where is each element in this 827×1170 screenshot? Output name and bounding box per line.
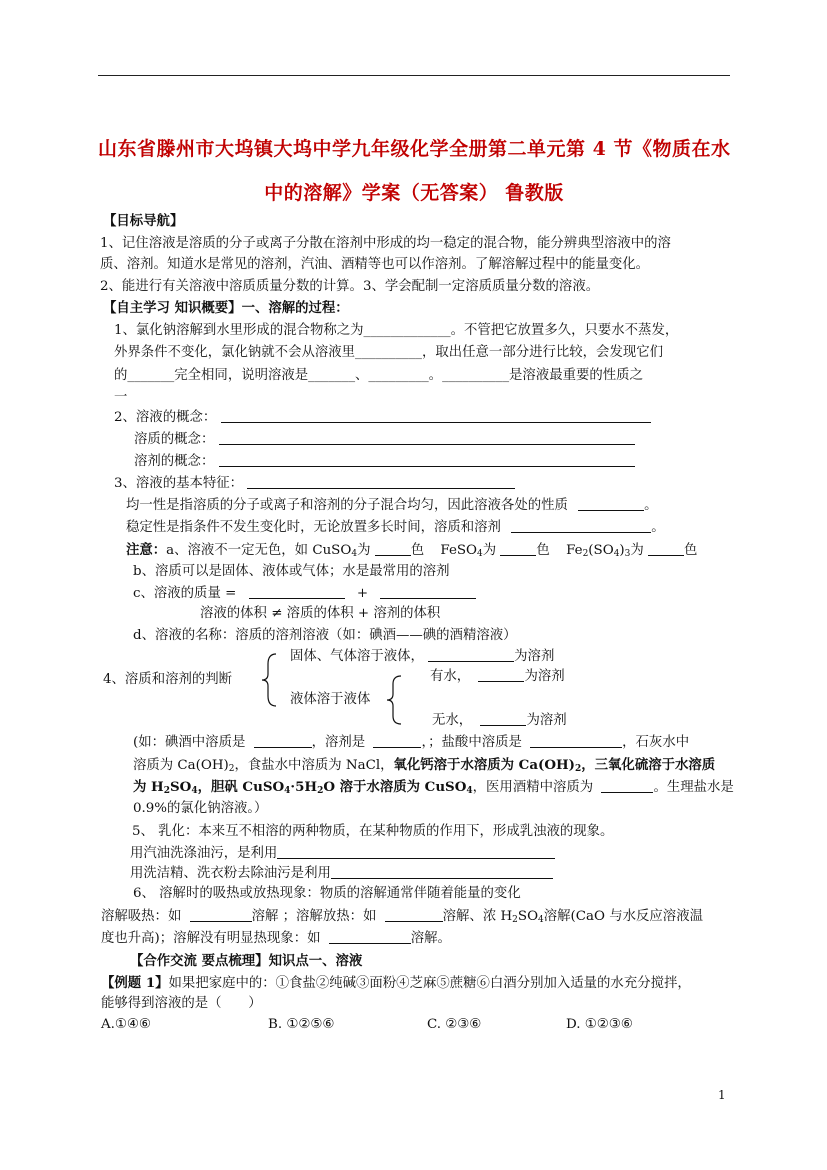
q6-text-a4: SO [517,909,539,924]
note-a-text3: 色 [410,543,425,558]
alcohol-solute-blank [601,778,653,793]
q4-with-water-text: 有水， [430,669,471,684]
note-a-text6: 色 [536,543,550,558]
ex3-text-e: O 溶于水溶质为 CuSO [323,779,467,795]
ex1-text-c: ，；盐酸中溶质是 [421,735,522,750]
ex2-sub1: 2 [228,764,235,774]
note-c-volume: 溶液的体积 ≠ 溶质的体积 + 溶剂的体积 [200,606,441,621]
q6-text-b2: 溶解。 [410,931,451,946]
uniformity-text: 均一性是指溶质的分子或离子和溶剂的分子混合均匀，因此溶液各处的性质 [126,498,568,513]
exothermic-blank [385,907,443,922]
features-blank [247,474,515,489]
feso4-color-blank [500,541,536,556]
option-d: D. ①②③⑥ [566,1017,633,1032]
note-a-text9: ) [619,543,625,558]
q4-solid-gas [290,647,554,667]
ex3-text-d: ·5H [290,779,318,795]
note-a [126,540,697,564]
note-c [133,584,476,604]
option-c: C. ②③⑥ [427,1017,482,1032]
q4-label: 4、溶质和溶剂的判断 [103,672,233,687]
example-line-1 [133,733,689,753]
note-label: 注意： [126,542,167,558]
q6-text-a3: 溶解、浓 H [442,909,513,924]
example1-text: 如果把家庭中的：①食盐②纯碱③面粉④芝麻⑤蔗糖⑥白酒分别加入适量的水充分搅拌， [168,976,691,991]
q6-text-a2: 溶解 ；溶解放热：如 [251,909,377,924]
detergent-principle-blank [331,864,553,879]
q6-sub2: 4 [538,915,544,925]
no-water-blank [480,711,526,726]
example-line-2 [133,755,715,779]
goal-heading: 【目标导航】 [103,213,184,229]
ex1-text-d: ，石灰水中 [622,735,690,750]
gasoline-principle-blank [277,844,555,859]
uniformity-end: 。 [644,498,658,513]
q6-text-a5: 溶解(CaO 与水反应溶液温 [543,909,703,924]
ex2-text-b: ，食盐水中溶质为 NaCl， [234,758,394,773]
stability-text: 稳定性是指条件不发生变化时，无论放置多长时间，溶质和溶剂 [126,520,501,535]
q1-line-d: 一 [114,390,128,405]
ex3-sub4: 2 [317,786,324,796]
note-a-text4: FeSO [440,543,478,558]
note-a-text10: 为 [630,543,644,558]
note-a-sub4: 4 [613,549,620,559]
q4-no-water-text: 无水， [432,713,473,728]
note-d: d、溶液的名称：溶质的溶剂溶液（如：碘酒——碘的酒精溶液） [133,628,517,643]
q5-gasoline [130,844,555,864]
page-number: 1 [718,1088,726,1102]
note-a-text11: 色 [684,543,698,558]
note-a-text1: a、溶液不一定无色，如 CuSO [166,543,352,558]
q4-with-water [430,667,565,687]
note-a-text8: (SO [588,543,614,558]
cooperation-heading: 【合作交流 要点梳理】知识点一、溶液 [130,953,363,969]
note-a-text5: 为 [482,543,497,558]
ex2-text-d: ，三氧化硫溶于水溶质 [581,757,716,773]
q5-gasoline-text: 用汽油洗涤油污，是利用 [130,846,278,861]
q6-sub1: 2 [512,915,518,925]
q6-heat: 6、 溶解时的吸热或放热现象：物质的溶解通常伴随着能量的变化 [133,886,521,901]
ex3-text-f: ，医用酒精中溶质为 [472,780,594,795]
goal-line-2: 2、能进行有关溶液中溶质质量分数的计算。3、学会配制一定溶质质量分数的溶液。 [100,279,600,294]
ex3-sub2: 4 [191,786,198,796]
note-a-text7: Fe [566,543,583,558]
ex3-text-a: 为 H [133,779,164,795]
ex1-text-a: (如：碘酒中溶质是 [133,735,246,750]
q2-solution-label: 2、溶液的概念： [114,410,217,425]
solution-def-blank [221,408,651,423]
header-rule [98,75,730,76]
q5-detergent-text: 用洗洁精、洗衣粉去除油污是利用 [130,866,331,881]
example1-label: 【例题 1】 [101,975,169,991]
note-a-sub5: 3 [624,549,631,559]
q4-liquid: 液体溶于液体 [290,692,371,707]
q4-no-water [432,711,567,731]
q1-line-b: 外界条件不变化，氯化钠就不会从溶液里__________，取出任意一部分进行比较，会发现它们 [114,345,664,360]
q4-solid-gas-end: 为溶剂 [514,649,555,664]
q6-line-b [101,929,451,949]
option-a: A.①④⑥ [101,1017,151,1032]
stability-end: 。 [651,520,665,535]
example1-line-a [101,973,691,994]
q4-solid-gas-text: 固体、气体溶于液体， [290,649,424,664]
example1-line-b: 能够得到溶液的是（ ） [101,996,262,1011]
q6-text-b1: 度也升高)；溶解没有明显热现象：如 [101,931,321,946]
ex1-text-b: ，溶剂是 [311,735,366,750]
note-a-sub2: 4 [477,549,483,559]
goal-line-1a: 1、记住溶液是溶质的分子或离子分散在溶剂中形成的均一稳定的混合物，能分辨典型溶液中的溶 [100,236,671,251]
with-water-blank [478,667,524,682]
solvent-def-blank [219,452,635,467]
cuso4-color-blank [375,541,411,556]
ex2-text-a: 溶质为 Ca(OH) [133,758,229,773]
note-c-text: c、溶液的质量 = [133,586,237,601]
solute-def-blank [219,430,635,445]
q2-solvent-label: 溶剂的概念： [134,454,215,469]
mass-blank-2 [380,584,476,599]
example-line-4: 0.9%的氯化钠溶液。） [133,801,268,816]
note-a-text2: 为 [357,543,371,558]
iodine-solvent-blank [373,733,421,748]
q4-with-water-end: 为溶剂 [524,669,565,684]
note-a-sub3: 2 [582,549,589,559]
q2-solute-def [134,430,635,450]
example-line-3 [133,777,734,801]
ex3-text-g: 。生理盐水是 [653,780,734,795]
ex2-sub2: 2 [575,764,582,774]
q3-label: 3、溶液的基本特征： [114,476,244,491]
q6-text-a1: 溶解吸热：如 [101,909,182,924]
q2-solute-label: 溶质的概念： [134,432,215,447]
ex3-sub5: 4 [466,786,473,796]
fe2so43-color-blank [648,541,684,556]
iodine-solute-blank [254,733,312,748]
ex3-text-b: SO [169,779,192,795]
note-c-plus: + [356,586,369,601]
q2-solvent-def [134,452,635,472]
note-a-sub1: 4 [351,549,358,559]
mass-blank-1 [249,584,345,599]
q3-stability [126,518,665,538]
q5-emulsion: 5、 乳化：本来互不相溶的两种物质，在某种物质的作用下，形成乳浊液的现象。 [132,824,614,839]
goal-line-1b: 质、溶剂。知道水是常见的溶剂，汽油、酒精等也可以作溶剂。了解溶解过程中的能量变化。 [100,257,650,272]
brace-right [385,674,405,726]
ex3-text-c: ，胆矾 CuSO [197,779,285,795]
endothermic-blank [190,907,252,922]
ex2-text-c: 氧化钙溶于水溶质为 Ca(OH) [393,757,575,773]
no-heat-blank [329,929,411,944]
ex3-sub3: 4 [284,786,291,796]
option-b: B. ①②⑤⑥ [268,1017,335,1032]
q4-no-water-end: 为溶剂 [526,713,567,728]
q1-line-c: 的_______完全相同，说明溶液是_______、_________。__________是溶液最重要的性质之 [114,368,643,383]
self-study-heading: 【自主学习 知识概要】一、溶解的过程： [103,300,349,316]
brace-left [260,652,280,708]
note-b: b、溶质可以是固体、液体或气体；水是最常用的溶剂 [133,564,450,579]
hcl-solute-blank [530,733,622,748]
q2-solution-def [114,408,651,428]
q6-line-a [101,907,703,930]
document-title-line1: 山东省滕州市大坞镇大坞中学九年级化学全册第二单元第 4 节《物质在水 [98,138,731,160]
ex3-sub1: 2 [163,786,170,796]
q3-uniformity [126,496,658,516]
q5-detergent [130,864,553,884]
stability-blank [511,518,651,533]
uniformity-blank [578,496,644,511]
q1-line-a: 1、氯化钠溶解到水里形成的混合物称之为_____________。不管把它放置多久，只要水不蒸发， [114,323,679,338]
solid-gas-solvent-blank [428,647,514,662]
document-title-line2: 中的溶解》学案（无答案） 鲁教版 [264,182,564,204]
q3-features [114,474,515,494]
